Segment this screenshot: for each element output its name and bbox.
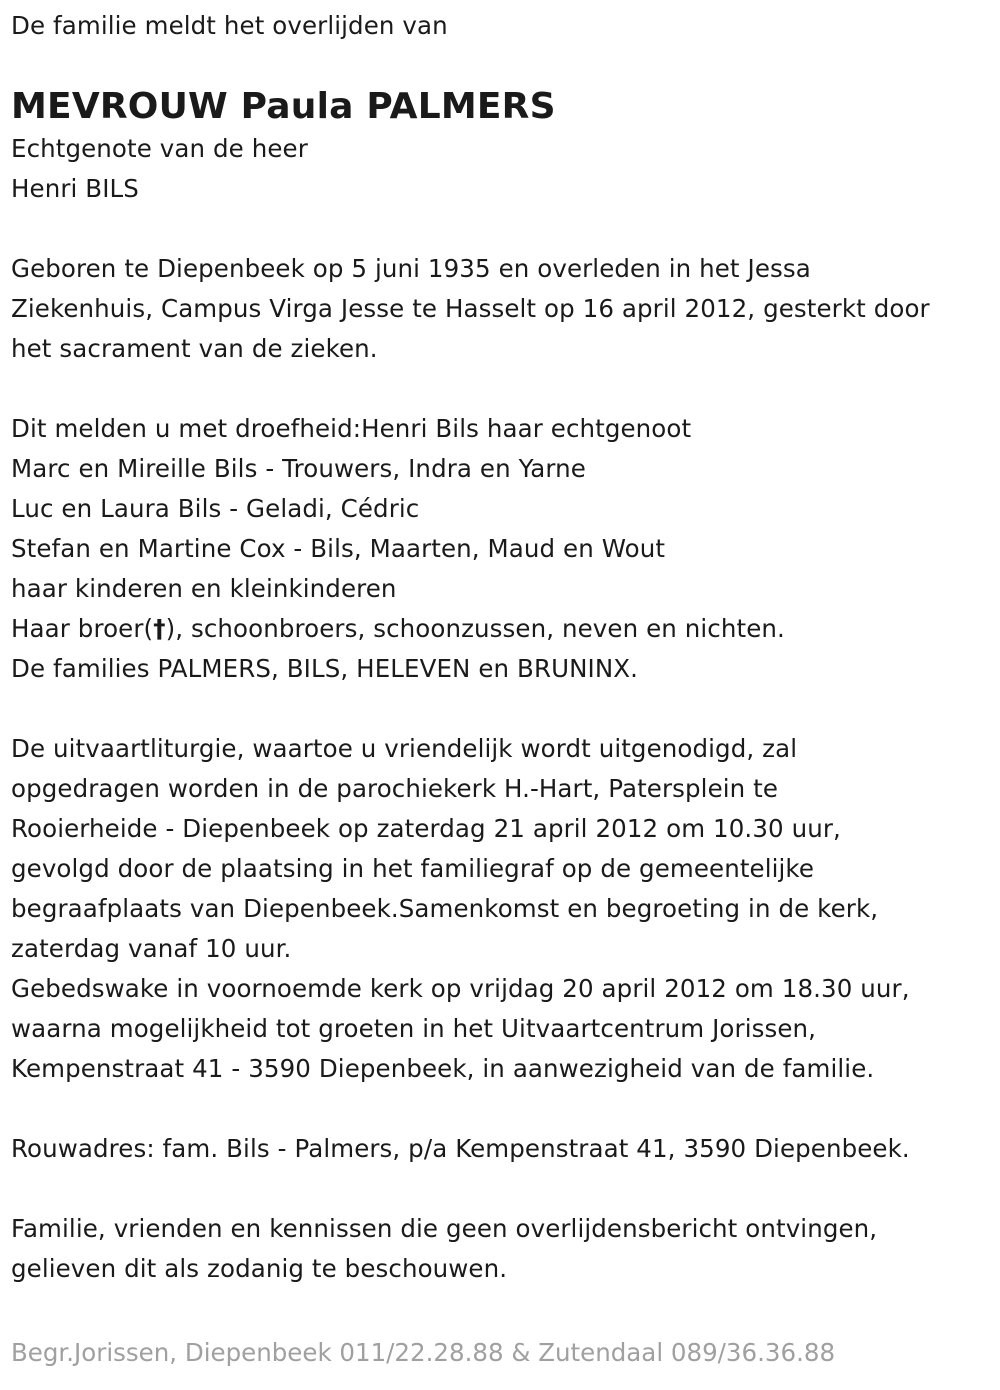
notice-paragraph [11, 1209, 991, 1289]
families-line: De families PALMERS, BILS, HELEVEN en BRUNINX. [11, 654, 639, 683]
funeral-line: waarna mogelijkheid tot groeten in het Uitvaartcentrum Jorissen, [11, 1014, 817, 1043]
funeral-line: zaterdag vanaf 10 uur. [11, 934, 292, 963]
brother-line [11, 609, 991, 649]
funeral-line: Gebedswake in voornoemde kerk op vrijdag 20 april 2012 om 18.30 uur, [11, 974, 910, 1003]
spouse-line-1: Echtgenote van de heer [11, 134, 308, 163]
funeral-paragraph [11, 729, 991, 1089]
birth-death-line: Geboren te Diepenbeek op 5 juni 1935 en overleden in het Jessa [11, 254, 811, 283]
brother-suffix: ), schoonbroers, schoonzussen, neven en nichten. [165, 614, 785, 643]
cross-icon: † [153, 614, 166, 643]
spacer [11, 369, 991, 409]
funeral-line: Rooierheide - Diepenbeek op zaterdag 21 april 2012 om 10.30 uur, [11, 814, 841, 843]
family-line: haar kinderen en kleinkinderen [11, 574, 397, 603]
funeral-line: gevolgd door de plaatsing in het familiegraf op de gemeentelijke [11, 854, 815, 883]
birth-death-line: Ziekenhuis, Campus Virga Jesse te Hasselt op 16 april 2012, gesterkt door [11, 294, 930, 323]
funeral-line: begraafplaats van Diepenbeek.Samenkomst en begroeting in de kerk, [11, 894, 879, 923]
undertaker-footer: Begr.Jorissen, Diepenbeek 011/22.28.88 & Zutendaal 089/36.36.88 [11, 1338, 836, 1367]
spouse-line-2: Henri BILS [11, 174, 139, 203]
family-paragraph [11, 409, 991, 689]
birth-death-line: het sacrament van de zieken. [11, 334, 378, 363]
spacer [11, 689, 991, 729]
deceased-name: MEVROUW Paula PALMERS [11, 86, 556, 127]
notice-line: Familie, vrienden en kennissen die geen overlijdensbericht ontvingen, [11, 1214, 878, 1243]
obituary-notice [11, 6, 991, 1289]
funeral-line: opgedragen worden in de parochiekerk H.-Hart, Patersplein te [11, 774, 779, 803]
spacer [11, 1089, 991, 1129]
family-line: Luc en Laura Bils - Geladi, Cédric [11, 494, 420, 523]
mourning-address: Rouwadres: fam. Bils - Palmers, p/a Kempenstraat 41, 3590 Diepenbeek. [11, 1134, 910, 1163]
family-line: Stefan en Martine Cox - Bils, Maarten, Maud en Wout [11, 534, 666, 563]
spacer [11, 1169, 991, 1209]
intro-text: De familie meldt het overlijden van [11, 11, 448, 40]
brother-prefix: Haar broer( [11, 614, 154, 643]
notice-line: gelieven dit als zodanig te beschouwen. [11, 1254, 508, 1283]
birth-death-paragraph [11, 249, 991, 369]
funeral-line: De uitvaartliturgie, waartoe u vriendelijk wordt uitgenodigd, zal [11, 734, 798, 763]
family-line: Dit melden u met droefheid:Henri Bils haar echtgenoot [11, 414, 692, 443]
funeral-line: Kempenstraat 41 - 3590 Diepenbeek, in aanwezigheid van de familie. [11, 1054, 875, 1083]
spacer [11, 209, 991, 249]
family-line: Marc en Mireille Bils - Trouwers, Indra en Yarne [11, 454, 586, 483]
